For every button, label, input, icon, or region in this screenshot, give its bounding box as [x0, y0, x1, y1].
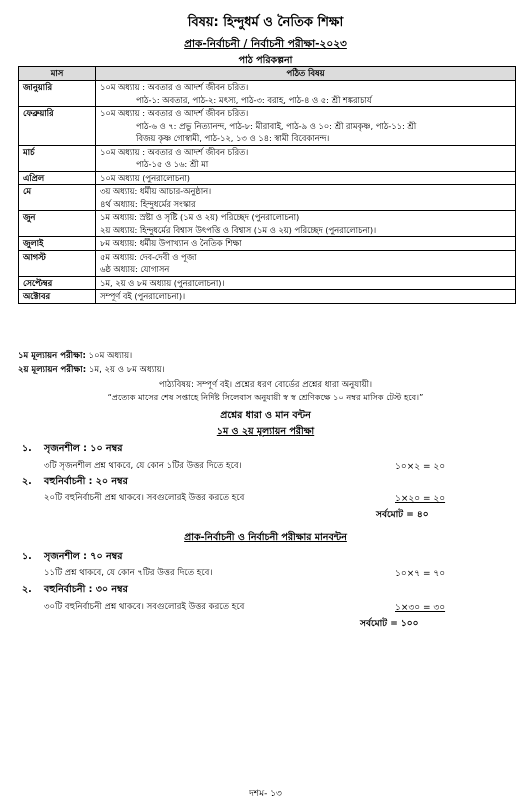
topic-line: ১০ম অধ্যায় : অবতার ও আদর্শ জীবন চরিত। — [100, 82, 249, 92]
month-cell: মে — [19, 185, 96, 211]
distribution-heading: প্রশ্নের ধারা ও মান বন্টন — [220, 410, 311, 421]
topic-line: ৫ম অধ্যায়: দেব-দেবী ও পূজা — [100, 251, 197, 262]
topic-line: ১০ম অধ্যায় : অবতার ও আদর্শ জীবন চরিত। — [100, 146, 249, 157]
table-row — [19, 211, 516, 237]
table-row — [19, 107, 516, 146]
syllabus-note: পাঠ্যবিষয়: সম্পূর্ণ বই। প্রশ্নের ধরণ বোর্ডের প্রশ্নের ধারা অনুযায়ী। — [158, 380, 373, 390]
column-header-month: মাস — [19, 67, 96, 81]
column-header-topic: পঠিত বিষয় — [96, 67, 516, 81]
topic-line: পাঠ-১: অবতার, পাঠ-২: মৎস্য, পাঠ-৩: বরাহ, পাঠ-৪ ও ৫: শ্রী শঙ্করাচার্য — [136, 94, 372, 105]
month-cell: ফেব্রুয়ারি — [19, 107, 96, 146]
topic-cell — [96, 145, 516, 171]
table-body — [19, 81, 516, 304]
grand-total: সর্বমোট = ১০০ — [360, 619, 419, 629]
month-cell: এপ্রিল — [19, 171, 96, 185]
exam1-note — [18, 349, 132, 363]
month-cell: আগস্ট — [19, 250, 96, 276]
month-cell: সেপ্টেম্বর — [19, 276, 96, 290]
section-description: ১১টি প্রশ্ন থাকবে, যে কোন ৭টির উত্তর দিতে হবে। — [44, 568, 213, 578]
exam1-label: ১ম মূল্যায়ন পরীক্ষা: — [18, 351, 86, 361]
month-cell: জুলাই — [19, 237, 96, 251]
item-number: ২. — [22, 476, 32, 487]
preselection-subheading: প্রাক-নির্বাচনী ও নির্বাচনী পরীক্ষার মানবন্টন — [184, 532, 347, 543]
topic-cell — [96, 211, 516, 237]
topic-line: ৩য় অধ্যায়: ধর্মীয় আচার-অনুষ্ঠান। — [100, 186, 212, 196]
exam2-label: ২য় মূল্যায়ন পরীক্ষা: — [18, 365, 87, 375]
section-title: সৃজনশীল : ১০ নম্বর — [44, 443, 123, 454]
topic-line: ১ম অধ্যায়: স্রষ্টা ও সৃষ্টি (১ম ও ২য়) পরিচ্ছেদ (পুনরালোচনা) — [100, 212, 300, 222]
exam2-note — [18, 363, 165, 377]
topic-line: পাঠ-৬ ও ৭: প্রভু নিত্যানন্দ, পাঠ-৮: মীরাবাই, পাঠ-৯ ও ১০: শ্রী রামকৃষ্ণ, পাঠ-১১: শ্রী — [136, 120, 417, 131]
table-row — [19, 290, 516, 304]
exam1-text: ১০ম অধ্যায়। — [85, 351, 133, 361]
table-row — [19, 171, 516, 185]
table-caption: পাঠ পরিকল্পনা — [238, 55, 293, 66]
topic-cell — [96, 107, 516, 146]
topic-cell — [96, 290, 516, 304]
table-row — [19, 185, 516, 211]
lesson-plan-table — [18, 66, 516, 304]
section-description: ৩০টি বহুনির্বাচনী প্রশ্ন থাকবে। সবগুলোরই উত্তর করতে হবে — [44, 602, 245, 612]
section-title: বহুনির্বাচনী : ২০ নম্বর — [44, 476, 128, 487]
marks-calculation: ১×২০ = ২০ — [395, 494, 446, 504]
grand-total: সর্বমোট = ৪০ — [376, 510, 429, 520]
monthly-test-note: “প্রত্যেক মাসের শেষ সপ্তাহে নির্দিষ্ট সিলেবাস অনুযায়ী স্ব স্ব শ্রেণিকক্ষে ১০ নম্বর মাসিক টেস্ট হবে।” — [107, 392, 424, 402]
page-title: বিষয়: হিন্দুধর্ম ও নৈতিক শিক্ষা — [187, 15, 344, 30]
table-row — [19, 237, 516, 251]
topic-cell — [96, 81, 516, 107]
month-cell: জানুয়ারি — [19, 81, 96, 107]
marks-calculation: ১×৩০ = ৩০ — [395, 603, 446, 613]
topic-line: ৪র্থ অধ্যায়: হিন্দুধর্মের সংস্কার — [100, 198, 196, 209]
exam2-text: ১ম, ২য় ও ৮ম অধ্যায়। — [86, 365, 165, 375]
topic-line: ১০ম অধ্যায় (পুনরালোচনা) — [100, 172, 190, 183]
topic-cell — [96, 250, 516, 276]
section-title: বহুনির্বাচনী : ৩০ নম্বর — [44, 584, 128, 595]
table-row — [19, 81, 516, 107]
assessment-subheading: ১ম ও ২য় মূল্যায়ন পরীক্ষা — [216, 426, 315, 437]
topic-line: সম্পূর্ণ বই (পুনরালোচনা)। — [100, 291, 186, 301]
topic-cell — [96, 171, 516, 185]
table-row — [19, 145, 516, 171]
topic-cell — [96, 185, 516, 211]
page-footer: দশম- ১৩ — [249, 789, 282, 799]
topic-line: ২য় অধ্যায়: হিন্দুধর্মের বিশ্বাস উৎপত্তি ও বিশ্বাস (১ম ও ২য়) পরিচ্ছেদ (পুনরালোচনা)। — [100, 224, 377, 235]
topic-cell — [96, 237, 516, 251]
item-number: ১. — [22, 443, 32, 454]
item-number: ২. — [22, 584, 32, 595]
marks-calculation: ১০×২ = ২০ — [395, 462, 446, 472]
topic-line: ৮ম অধ্যায়: ধর্মীয় উপাখ্যান ও নৈতিক শিক্ষা — [100, 238, 242, 248]
topic-line: পাঠ-১৫ ও ১৬: শ্রী মা — [136, 159, 209, 169]
marks-calculation: ১০×৭ = ৭০ — [395, 569, 446, 579]
month-cell: জুন — [19, 211, 96, 237]
section-title: সৃজনশীল : ৭০ নম্বর — [44, 551, 123, 562]
section-description: ২০টি বহুনির্বাচনী প্রশ্ন থাকবে। সবগুলোরই উত্তর করতে হবে — [44, 493, 245, 503]
table-row — [19, 250, 516, 276]
table-row — [19, 276, 516, 290]
month-cell: মার্চ — [19, 145, 96, 171]
topic-line: ১ম, ২য় ও ৮ম অধ্যায় (পুনরালোচনা)। — [100, 277, 225, 288]
month-cell: অক্টোবর — [19, 290, 96, 304]
item-number: ১. — [22, 551, 32, 562]
section-description: ৩টি সৃজনশীল প্রশ্ন থাকবে, যে কোন ১টির উত্তর দিতে হবে। — [44, 461, 242, 471]
topic-line: ১০ম অধ্যায় : অবতার ও আদর্শ জীবন চরিত। — [100, 108, 249, 118]
table-header-row — [19, 67, 516, 81]
exam-subtitle: প্রাক-নির্বাচনী / নির্বাচনী পরীক্ষা-২০২৩ — [184, 38, 347, 50]
topic-cell — [96, 276, 516, 290]
topic-line: ৬ষ্ঠ অধ্যায়: যোগাসন — [100, 264, 170, 274]
topic-line: বিজয় কৃষ্ণ গোস্বামী, পাঠ-১২, ১৩ ও ১৪: স্বামী বিবেকানন্দ। — [136, 133, 330, 143]
